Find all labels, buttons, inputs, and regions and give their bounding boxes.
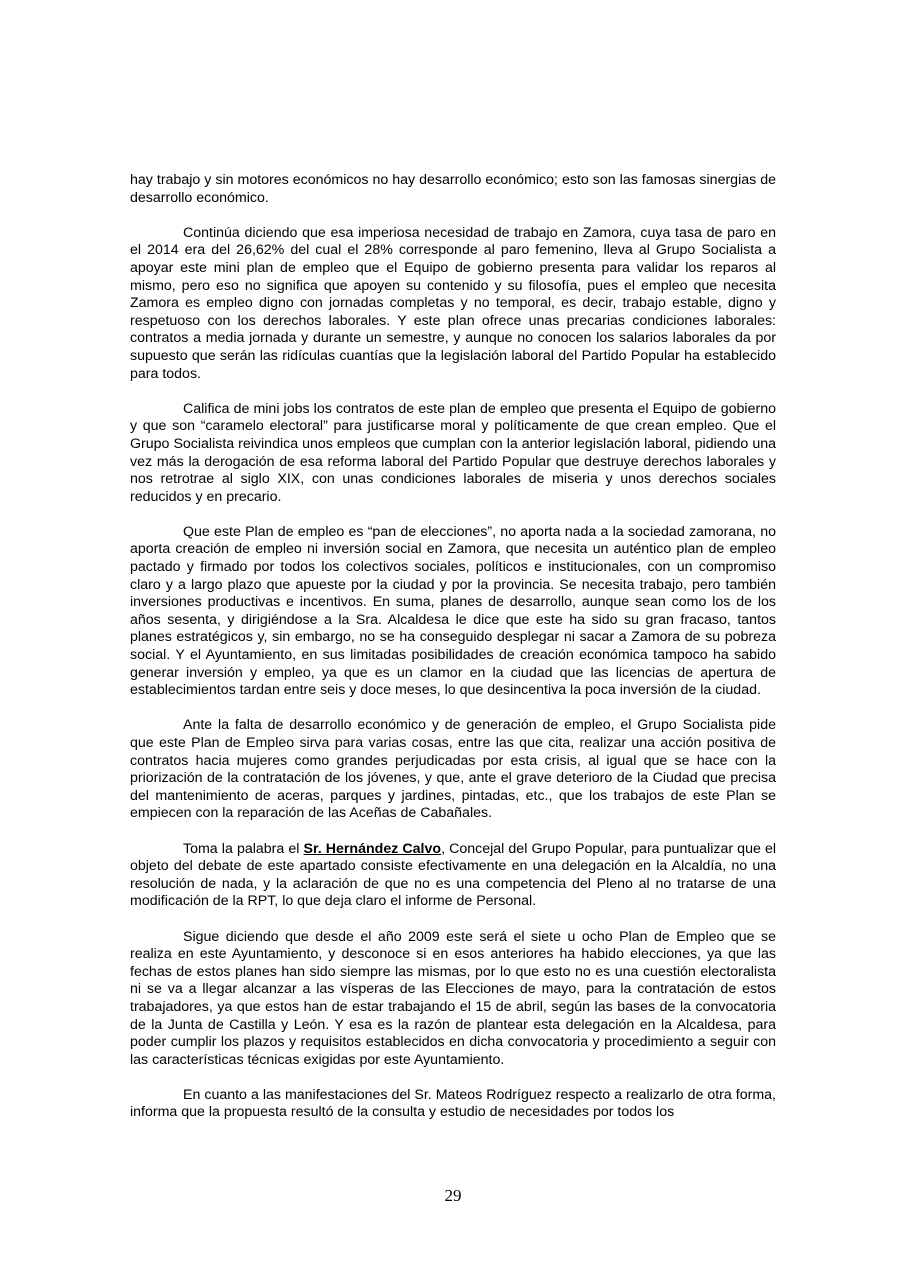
paragraph-1: hay trabajo y sin motores económicos no hay desarrollo económico; esto son las famosas sinergias de desarrollo económico. bbox=[130, 172, 776, 206]
paragraph-6 bbox=[130, 841, 776, 911]
paragraph-6-lead: Toma la palabra el bbox=[183, 840, 304, 857]
document-body bbox=[130, 172, 776, 1122]
paragraph-8: En cuanto a las manifestaciones del Sr. Mateos Rodríguez respecto a realizarlo de otra forma, informa que la propuesta resultó de la consulta y estudio de necesidades por todos los bbox=[130, 1086, 776, 1121]
paragraph-6-rest: , Concejal del Grupo Popular, para puntualizar que el objeto del debate de este apartado consiste efectivamente en una delegación en la Alcaldía, no una resolución de nada, y la aclaración de que no es una competencia del Pleno al no tratarse de una modificación de la RPT, lo que deja claro el informe de Personal. bbox=[130, 840, 776, 910]
paragraph-3: Califica de mini jobs los contratos de este plan de empleo que presenta el Equipo de gobierno y que son “caramelo electoral” para justificarse moral y políticamente de que crean empleo. Que el Grupo Socialista reivindica unos empleos que cumplan con la anterior legislación laboral, pidiendo una vez más la derogación de esa reforma laboral del Partido Popular que destruye derechos laborales y nos retrotrae al siglo XIX, con unas condiciones laborales de miseria y unos derechos sociales reducidos y en precario. bbox=[130, 400, 776, 505]
paragraph-4: Que este Plan de empleo es “pan de elecciones”, no aporta nada a la sociedad zamorana, no aporta creación de empleo ni inversión social en Zamora, que necesita un auténtico plan de empleo pactado y firmado por todos los colectivos sociales, políticos e institucionales, con un compromiso claro y a largo plazo que apueste por la ciudad y por la provincia. Se necesita trabajo, pero también inversiones productivas e incentivos. En suma, planes de desarrollo, aunque sean como los de los años sesenta, y dirigiéndose a la Sra. Alcaldesa le dice que este ha sido su gran fracaso, tantos planes estratégicos y, sin embargo, no se ha conseguido desplegar ni sacar a Zamora de su pobreza social. Y el Ayuntamiento, en sus limitadas posibilidades de creación económica tampoco ha sabido generar inversión y empleo, ya que es un clamor en la ciudad que las licencias de apertura de establecimientos tardan entre seis y doce meses, lo que desincentiva la poca inversión de la ciudad. bbox=[130, 523, 776, 699]
page-number: 29 bbox=[444, 1186, 462, 1205]
paragraph-2: Continúa diciendo que esa imperiosa necesidad de trabajo en Zamora, cuya tasa de paro en el 2014 era del 26,62% del cual el 28% corresponde al paro femenino, lleva al Grupo Socialista a apoyar este mini plan de empleo que el Equipo de gobierno presenta para validar los reparos al mismo, pero eso no significa que apoyen su contenido y su filosofía, pues el empleo que necesita Zamora es empleo digno con jornadas completas y no temporal, es decir, trabajo estable, digno y respetuoso con los derechos laborales. Y este plan ofrece unas precarias condiciones laborales: contratos a media jornada y durante un semestre, y aunque no conocen los salarios laborales da por supuesto que serán las ridículas cuantías que la legislación laboral del Partido Popular ha establecido para todos. bbox=[130, 224, 776, 382]
paragraph-5: Ante la falta de desarrollo económico y de generación de empleo, el Grupo Socialista pide que este Plan de Empleo sirva para varias cosas, entre las que cita, realizar una acción positiva de contratos hacia mujeres como grandes perjudicadas por esta crisis, al igual que se hace con la priorización de la contratación de los jóvenes, y que, ante el grave deterioro de la Ciudad que precisa del mantenimiento de aceras, parques y jardines, pintadas, etc., que los trabajos de este Plan se empiecen con la reparación de las Aceñas de Cabañales. bbox=[130, 717, 776, 822]
speaker-name: Sr. Hernández Calvo bbox=[303, 840, 442, 857]
paragraph-7: Sigue diciendo que desde el año 2009 este será el siete u ocho Plan de Empleo que se realiza en este Ayuntamiento, y desconoce si en esos anteriores ha habido elecciones, ya que las fechas de estos planes han sido siempre las mismas, por lo que esto no es una cuestión electoralista ni se va a llegar alcanzar a las vísperas de las Elecciones de mayo, para la contratación de estos trabajadores, ya que estos han de estar trabajando el 15 de abril, según las bases de la convocatoria de la Junta de Castilla y León. Y esa es la razón de plantear esta delegación en la Alcaldesa, para poder cumplir los plazos y requisitos establecidos en dicha convocatoria y procedimiento a seguir con las características técnicas exigidas por este Ayuntamiento. bbox=[130, 928, 776, 1068]
